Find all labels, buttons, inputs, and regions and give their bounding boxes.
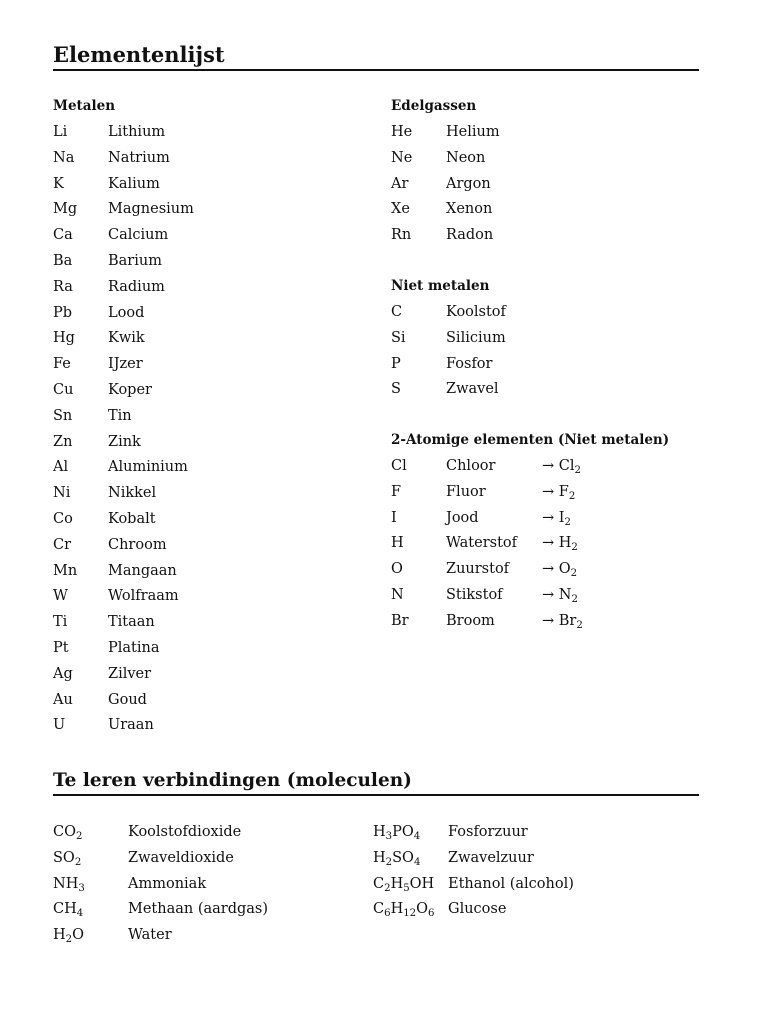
element-name: Zuurstof <box>446 561 510 578</box>
noble-gases-heading: Edelgassen <box>391 98 477 114</box>
compound-formula: $SO_2$ <box>53 849 82 868</box>
element-symbol: Br <box>391 612 409 629</box>
compound-name: Fosforzuur <box>448 824 528 840</box>
element-row <box>391 328 691 354</box>
metals-list <box>53 122 353 741</box>
element-symbol: S <box>391 381 401 398</box>
compound-formula: $H_3PO_4$ <box>373 824 421 843</box>
compound-name: Glucose <box>448 901 507 918</box>
element-row <box>53 509 353 535</box>
element-symbol: Ni <box>53 485 71 502</box>
element-name: Neon <box>446 149 486 166</box>
molecule-formula: → $Cl_2$ <box>542 458 581 477</box>
element-name: Platina <box>108 639 160 656</box>
element-row <box>53 432 353 458</box>
element-name: Radium <box>108 278 165 295</box>
element-symbol: Pt <box>53 639 69 656</box>
element-row <box>53 148 353 174</box>
molecule-formula: → $H_2$ <box>542 535 578 554</box>
molecule-formula: → $Br_2$ <box>542 612 583 631</box>
element-row <box>53 277 353 303</box>
element-symbol: Li <box>53 124 68 140</box>
element-symbol: H <box>391 535 404 552</box>
element-symbol: Ca <box>53 227 73 244</box>
element-symbol: Ar <box>391 175 409 192</box>
element-row <box>391 225 691 251</box>
element-row <box>391 174 691 200</box>
compounds-list-right <box>373 822 673 925</box>
element-row <box>391 148 691 174</box>
element-name: Kobalt <box>108 510 156 527</box>
element-name: Tin <box>108 407 132 424</box>
element-symbol: Ag <box>53 665 73 682</box>
element-row <box>53 664 353 690</box>
element-symbol: Na <box>53 149 75 166</box>
element-name: Calcium <box>108 227 169 244</box>
metals-heading: Metalen <box>53 98 116 114</box>
element-symbol: Hg <box>53 330 75 347</box>
element-row <box>391 456 691 482</box>
compound-row <box>373 848 673 874</box>
element-name: IJzer <box>108 356 143 373</box>
element-symbol: Co <box>53 510 73 527</box>
element-name: Aluminium <box>108 459 188 476</box>
element-row <box>53 457 353 483</box>
element-symbol: Mg <box>53 201 78 218</box>
element-row <box>391 302 691 328</box>
compound-name: Zwaveldioxide <box>128 849 234 866</box>
molecule-formula: → $O_2$ <box>542 561 578 580</box>
element-symbol: Ti <box>53 614 68 631</box>
element-row <box>391 585 691 611</box>
element-row <box>53 199 353 225</box>
compound-formula: $H_2SO_4$ <box>373 849 421 868</box>
element-name: Zink <box>108 433 141 450</box>
element-symbol: I <box>391 509 397 526</box>
compound-formula: $CO_2$ <box>53 824 83 843</box>
compound-formula: $C_2H_5OH$ <box>373 875 435 894</box>
element-symbol: C <box>391 304 403 320</box>
compound-name: Koolstofdioxide <box>128 824 242 840</box>
element-name: Stikstof <box>446 586 503 603</box>
page-title: Elementenlijst <box>53 42 699 71</box>
element-name: Zwavel <box>446 381 499 398</box>
element-name: Xenon <box>446 201 493 218</box>
element-name: Waterstof <box>446 535 517 552</box>
element-row <box>391 379 691 405</box>
element-row <box>53 561 353 587</box>
element-symbol: Cl <box>391 458 407 474</box>
element-row <box>53 174 353 200</box>
element-symbol: Ba <box>53 252 73 269</box>
diatomic-heading: 2-Atomige elementen (Niet metalen) <box>391 432 670 448</box>
element-symbol: Ra <box>53 278 73 295</box>
element-name: Nikkel <box>108 485 157 502</box>
element-row <box>391 199 691 225</box>
nonmetals-heading: Niet metalen <box>391 278 490 294</box>
element-row <box>53 638 353 664</box>
element-symbol: N <box>391 586 404 603</box>
noble-gases-list <box>391 122 691 251</box>
element-symbol: Zn <box>53 433 73 450</box>
element-name: Zilver <box>108 665 152 682</box>
element-name: Natrium <box>108 149 170 166</box>
element-symbol: Cu <box>53 381 74 398</box>
compound-row <box>373 899 673 925</box>
element-symbol: Au <box>53 691 73 708</box>
element-name: Silicium <box>446 329 506 346</box>
element-row <box>391 533 691 559</box>
element-row <box>53 354 353 380</box>
element-name: Kwik <box>108 330 145 347</box>
element-symbol: Ne <box>391 149 413 166</box>
element-symbol: Al <box>53 459 69 476</box>
element-row <box>53 406 353 432</box>
element-row <box>391 611 691 637</box>
nonmetals-list <box>391 302 691 405</box>
element-symbol: Sn <box>53 407 73 424</box>
diatomic-list <box>391 456 691 637</box>
element-name: Broom <box>446 612 495 629</box>
element-name: Radon <box>446 227 494 244</box>
element-symbol: K <box>53 175 64 192</box>
element-row <box>391 559 691 585</box>
element-row <box>391 482 691 508</box>
molecule-formula: → $F_2$ <box>542 483 576 502</box>
compound-row <box>53 848 353 874</box>
element-name: Barium <box>108 252 162 269</box>
element-row <box>53 122 353 148</box>
element-row <box>53 251 353 277</box>
element-symbol: Cr <box>53 536 72 553</box>
molecule-formula: → $I_2$ <box>542 509 571 528</box>
element-name: Lithium <box>108 124 166 140</box>
molecule-formula: → $N_2$ <box>542 586 578 606</box>
element-symbol: Xe <box>391 201 410 218</box>
element-row <box>391 508 691 534</box>
element-row <box>53 535 353 561</box>
compound-formula: $C_6H_{12}O_6$ <box>373 901 435 920</box>
element-row <box>53 612 353 638</box>
element-name: Chloor <box>446 458 496 474</box>
element-name: Koolstof <box>446 304 506 320</box>
element-symbol: W <box>53 588 68 605</box>
element-name: Fosfor <box>446 355 493 372</box>
element-row <box>53 328 353 354</box>
compound-formula: $H_2O$ <box>53 927 84 946</box>
element-row <box>53 380 353 406</box>
compound-name: Zwavelzuur <box>448 849 534 866</box>
element-name: Fluor <box>446 483 486 500</box>
element-row <box>53 715 353 741</box>
element-name: Koper <box>108 381 152 398</box>
element-symbol: Rn <box>391 227 412 244</box>
element-row <box>53 225 353 251</box>
element-name: Magnesium <box>108 201 194 218</box>
compound-formula: $CH_4$ <box>53 901 84 920</box>
element-symbol: Fe <box>53 356 71 373</box>
compound-row <box>373 874 673 900</box>
compounds-heading: Te leren verbindingen (moleculen) <box>53 769 699 796</box>
element-name: Kalium <box>108 175 160 192</box>
element-row <box>391 122 691 148</box>
element-row <box>53 483 353 509</box>
element-name: Jood <box>446 509 479 526</box>
compound-row <box>373 822 673 848</box>
compounds-list-left <box>53 822 353 951</box>
element-name: Helium <box>446 124 500 140</box>
compound-row <box>53 822 353 848</box>
element-symbol: Mn <box>53 562 78 579</box>
element-name: Mangaan <box>108 562 177 579</box>
compound-row <box>53 874 353 900</box>
element-symbol: P <box>391 355 401 372</box>
compound-formula: $NH_3$ <box>53 875 85 894</box>
element-symbol: F <box>391 483 402 500</box>
element-name: Titaan <box>108 614 155 631</box>
element-row <box>53 303 353 329</box>
element-symbol: Si <box>391 329 406 346</box>
compound-name: Ethanol (alcohol) <box>448 875 574 892</box>
element-name: Uraan <box>108 717 154 734</box>
element-symbol: U <box>53 717 66 734</box>
element-row <box>53 690 353 716</box>
compound-name: Methaan (aardgas) <box>128 901 269 918</box>
element-symbol: He <box>391 124 413 140</box>
element-row <box>53 586 353 612</box>
compound-name: Water <box>128 927 172 944</box>
element-symbol: Pb <box>53 304 73 321</box>
compound-name: Ammoniak <box>128 875 207 892</box>
element-row <box>391 354 691 380</box>
element-symbol: O <box>391 561 403 578</box>
compound-row <box>53 925 353 951</box>
element-name: Chroom <box>108 536 167 553</box>
element-name: Lood <box>108 304 145 321</box>
element-name: Argon <box>446 175 491 192</box>
element-name: Goud <box>108 691 147 708</box>
element-name: Wolfraam <box>108 588 179 605</box>
compound-row <box>53 899 353 925</box>
